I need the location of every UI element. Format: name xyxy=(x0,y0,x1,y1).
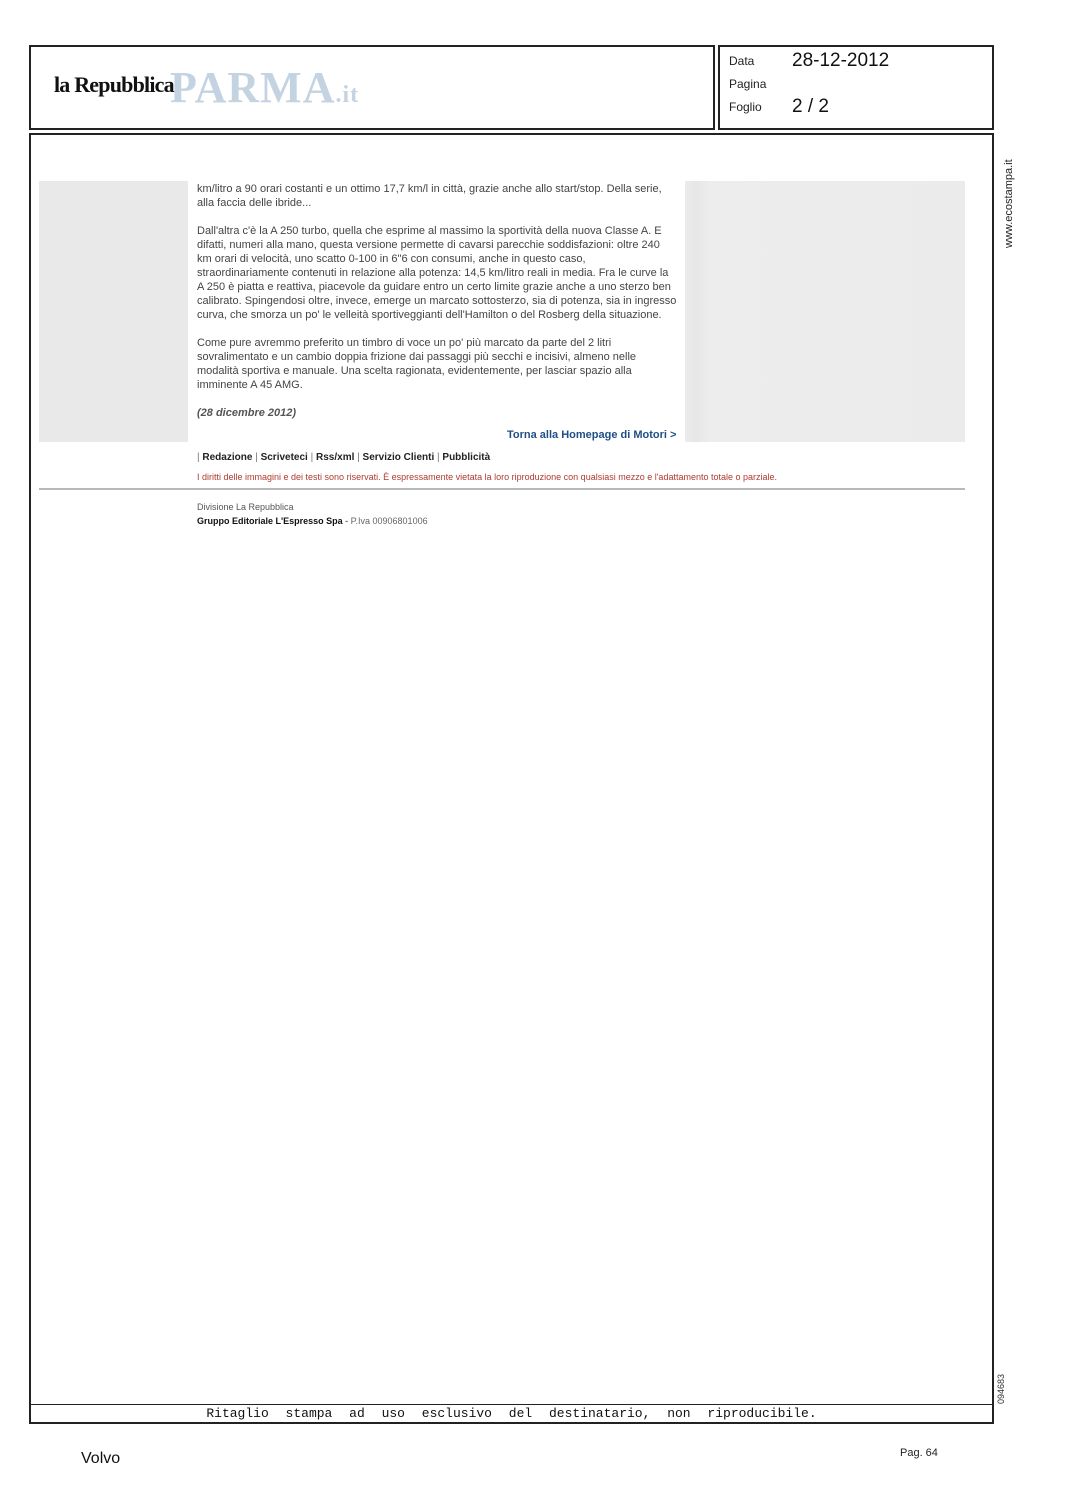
article-paragraph: Dall'altra c'è la A 250 turbo, quella che esprime al massimo la sportività della nuova Classe A. E difatti, numeri alla mano, questa versione permette di cavarsi parecchie soddisfazioni: oltre 240 km orari di velocità, uno scatto 0-100 in 6"6 con consumi, anche in questo caso, straordinariamente contenuti in relazione alla potenza: 14,5 km/litro reali in media. Fra le curve la A 250 è piatta e reattiva, piacevole da guidare entro un certo limite grazie anche a uno sterzo ben calibrato. Spingendosi oltre, invece, emerge un marcato sottosterzo, sia di potenza, sia in ingresso curva, che smorza un po' le velleità sportiveggianti dell'Hamilton o del Rosberg della situazione. xyxy=(197,225,677,321)
foglio-value: 2 / 2 xyxy=(792,96,829,117)
frame-bottom-rule xyxy=(29,1404,994,1405)
rights-notice: I diritti delle immagini e dei testi sono riservati. È espressamente vietata la loro riproduzione con qualsiasi mezzo e l'adattamento totale o parziale. xyxy=(197,472,778,482)
group-text xyxy=(197,516,428,526)
article-paragraph: Come pure avremmo preferito un timbro di voce un po' più marcato da parte del 2 litri sovralimentato e un cambio doppia frizione dai passaggi più secchi e incisivi, almeno nelle modalità sportiva e manuale. Una scelta ragionata, evidentemente, per lasciar spazio alla imminente A 45 AMG. xyxy=(197,337,637,391)
left-grey-panel xyxy=(39,181,188,442)
pagina-label: Pagina xyxy=(729,77,767,91)
nav-link-rss[interactable]: Rss/xml xyxy=(316,452,355,463)
clipping-code: 094683 xyxy=(996,1373,1006,1404)
nav-separator: | xyxy=(255,452,258,463)
page-number: Pag. 64 xyxy=(900,1447,938,1459)
nav-separator: | xyxy=(197,452,200,463)
article-body xyxy=(197,182,677,420)
group-name: Gruppo Editoriale L'Espresso Spa xyxy=(197,516,343,526)
vat-number: P.Iva 00906801006 xyxy=(350,516,428,526)
nav-separator: | xyxy=(310,452,314,463)
nav-separator: | xyxy=(437,452,440,463)
repubblica-logo: la Repubblica xyxy=(54,72,174,97)
nav-link-servizio-clienti[interactable]: Servizio Clienti xyxy=(362,452,435,463)
ecostampa-url: www.ecostampa.it xyxy=(1003,159,1015,248)
client-name: Volvo xyxy=(81,1450,121,1467)
article-date: (28 dicembre 2012) xyxy=(197,407,297,419)
division-text: Divisione La Repubblica xyxy=(197,502,294,512)
group-separator: - xyxy=(342,516,351,526)
data-label: Data xyxy=(729,54,755,68)
footer-divider xyxy=(39,488,965,490)
data-value: 28-12-2012 xyxy=(792,50,890,71)
parma-logo-suffix: .it xyxy=(335,82,360,108)
nav-separator: | xyxy=(357,452,360,463)
nav-link-pubblicita[interactable]: Pubblicità xyxy=(442,452,491,463)
foglio-label: Foglio xyxy=(729,100,762,114)
right-grey-panel xyxy=(685,181,965,442)
clipping-note: Ritaglio stampa ad uso esclusivo del destinatario, non riproducibile. xyxy=(206,1406,817,1421)
parma-logo-text: PARMA xyxy=(170,63,336,112)
nav-link-redazione[interactable]: Redazione xyxy=(202,452,253,463)
nav-link-scriveteci[interactable]: Scriveteci xyxy=(260,452,308,463)
article-paragraph: km/litro a 90 orari costanti e un ottimo 17,7 km/l in città, grazie anche allo start/stop. Della serie, alla faccia delle ibride... xyxy=(197,183,662,209)
homepage-motori-link[interactable]: Torna alla Homepage di Motori > xyxy=(507,429,677,441)
parma-logo xyxy=(170,62,359,113)
footer-nav xyxy=(197,452,490,463)
